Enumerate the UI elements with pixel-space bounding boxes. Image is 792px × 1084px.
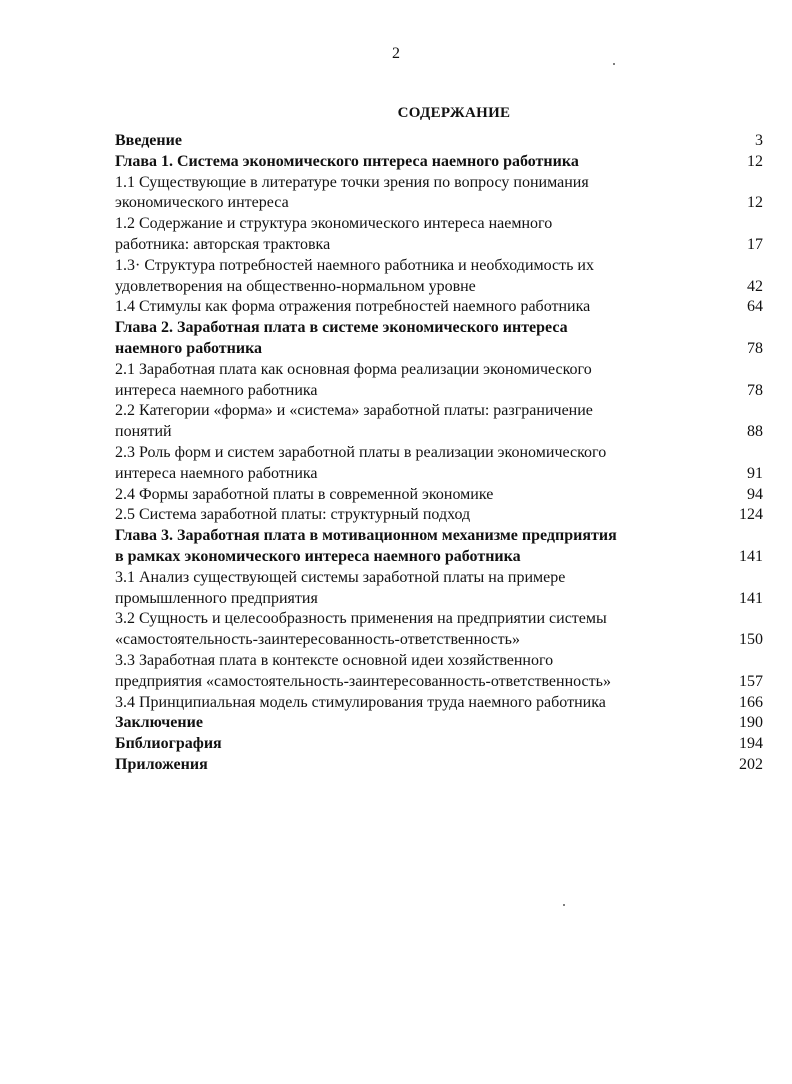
toc-entry bbox=[115, 318, 763, 360]
toc-entry-title: 3.4 Принципиальная модель стимулирования труда наемного работника bbox=[115, 693, 606, 711]
toc-entry-title: 3.1 Анализ существующей системы заработной платы на примере промышленного предприятия bbox=[115, 568, 566, 607]
toc-entry bbox=[115, 214, 763, 256]
toc-entry-page: 166 bbox=[739, 693, 763, 711]
toc-entry-page: 12 bbox=[747, 194, 763, 212]
toc-entry bbox=[115, 401, 763, 443]
toc-entry-page: 141 bbox=[739, 547, 763, 565]
toc-entry-page: 150 bbox=[739, 631, 763, 649]
toc-entry-page: 64 bbox=[747, 298, 763, 316]
toc-entry bbox=[115, 152, 763, 173]
toc-entry-page: 194 bbox=[739, 735, 763, 753]
toc-entry bbox=[115, 526, 763, 568]
toc-entry-page: 78 bbox=[747, 381, 763, 399]
toc-entry bbox=[115, 693, 763, 714]
toc-entry-page: 190 bbox=[739, 714, 763, 732]
toc-entry bbox=[115, 131, 763, 152]
toc-entry-title: Глава 3. Заработная плата в мотивационном механизме предприятия в рамках экономического интереса наемного работника bbox=[115, 527, 617, 565]
toc-entry-title: 2.1 Заработная плата как основная форма реализации экономического интереса наемного работника bbox=[115, 360, 592, 399]
toc-entry-title: 2.4 Формы заработной платы в современной экономике bbox=[115, 485, 494, 503]
toc-entry bbox=[115, 256, 763, 298]
toc-entry bbox=[115, 360, 763, 402]
toc-entry bbox=[115, 297, 763, 318]
toc-entry-title: Заключение bbox=[115, 714, 203, 732]
toc-entry bbox=[115, 755, 763, 776]
table-of-contents bbox=[115, 131, 763, 776]
toc-entry bbox=[115, 173, 763, 215]
toc-title: СОДЕРЖАНИЕ bbox=[397, 105, 511, 121]
toc-entry bbox=[115, 485, 763, 506]
toc-entry-page: 141 bbox=[739, 589, 763, 607]
toc-entry-page: 88 bbox=[747, 423, 763, 441]
toc-entry-page: 17 bbox=[747, 235, 763, 253]
toc-entry-title: Приложения bbox=[115, 755, 208, 773]
toc-entry bbox=[115, 734, 763, 755]
scan-speck bbox=[613, 63, 615, 65]
scan-speck bbox=[563, 904, 565, 906]
toc-entry-title: 2.3 Роль форм и систем заработной платы в реализации экономического интереса наемного работника bbox=[115, 443, 607, 482]
toc-entry-page: 78 bbox=[747, 339, 763, 357]
toc-entry-page: 3 bbox=[755, 132, 763, 149]
toc-entry-page: 91 bbox=[747, 464, 763, 482]
toc-entry bbox=[115, 609, 763, 651]
toc-entry-page: 42 bbox=[747, 277, 763, 295]
toc-entry-title: 2.5 Система заработной платы: структурный подход bbox=[115, 506, 471, 524]
toc-entry-title: 1.2 Содержание и структура экономического интереса наемного работника: авторская трактовка bbox=[115, 215, 553, 253]
toc-entry-title: Глава 1. Система экономического пнтереса наемного работника bbox=[115, 152, 579, 170]
toc-entry-title: 1.1 Существующие в литературе точки зрения по вопросу понимания экономического интереса bbox=[115, 173, 589, 212]
toc-entry-title: 2.2 Категории «форма» и «система» заработной платы: разграничение понятий bbox=[115, 402, 593, 441]
toc-entry-title: Глава 2. Заработная плата в системе экономического интереса наемного работника bbox=[115, 319, 568, 357]
toc-entry bbox=[115, 651, 763, 693]
toc-entry-title: Введение bbox=[115, 132, 182, 149]
toc-entry-title: Бпблиография bbox=[115, 735, 222, 753]
toc-entry-page: 12 bbox=[747, 152, 763, 170]
toc-entry-title: 1.4 Стимулы как форма отражения потребностей наемного работника bbox=[115, 298, 591, 316]
toc-entry-page: 202 bbox=[739, 755, 763, 773]
toc-entry bbox=[115, 443, 763, 485]
toc-entry-page: 157 bbox=[739, 672, 763, 690]
toc-entry-title: 3.2 Сущность и целесообразность применения на предприятии системы «самостоятельность-заинтересованность-ответственность» bbox=[115, 610, 607, 649]
toc-entry-title: 3.3 Заработная плата в контексте основной идеи хозяйственного предприятия «самостоятельность-заинтересованность-ответственность» bbox=[115, 651, 611, 690]
toc-entry-page: 94 bbox=[747, 485, 763, 503]
toc-entry-page: 124 bbox=[739, 506, 763, 524]
toc-entry-title: 1.3· Структура потребностей наемного работника и необходимость их удовлетворения на общественно-нормальном уровне bbox=[115, 256, 594, 295]
page-number: 2 bbox=[392, 45, 400, 62]
toc-entry bbox=[115, 713, 763, 734]
toc-entry bbox=[115, 568, 763, 610]
toc-entry bbox=[115, 505, 763, 526]
